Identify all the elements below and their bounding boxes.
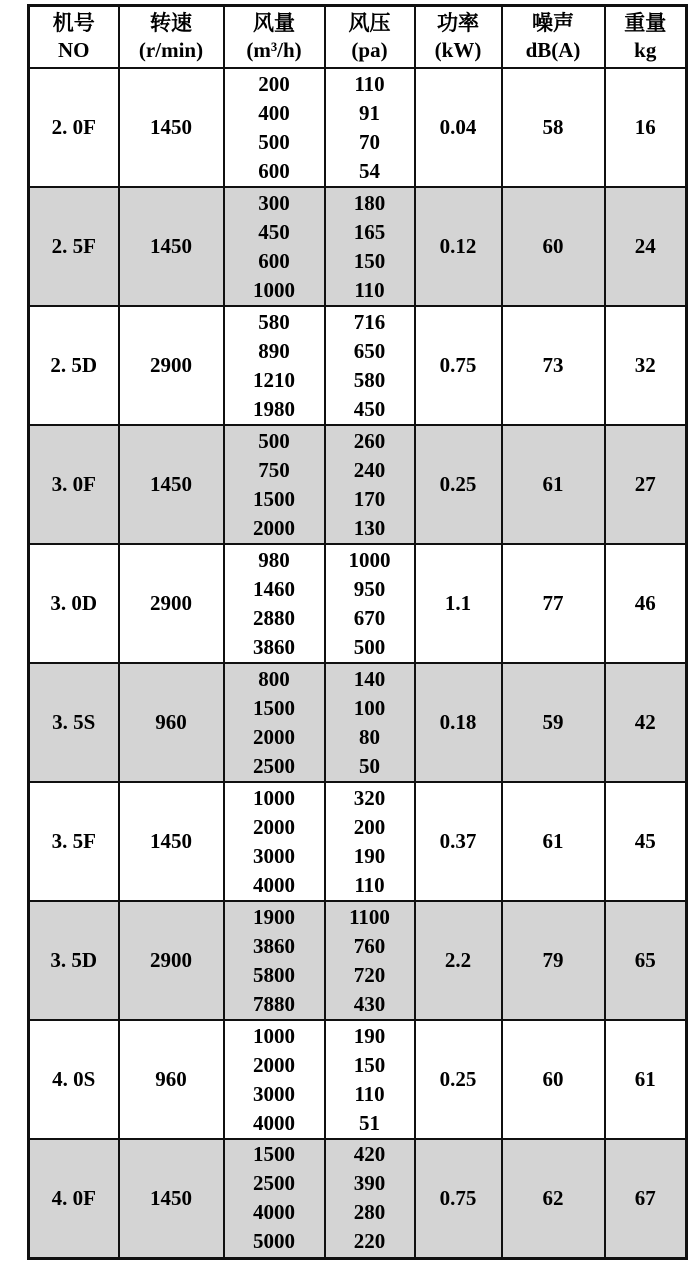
speed-cell: 1450 — [119, 187, 224, 306]
header-line: 噪声 — [532, 10, 574, 35]
airflow-value: 200 — [258, 71, 290, 96]
table-row — [29, 306, 687, 425]
airflow-cell — [224, 68, 325, 187]
pressure-value: 80 — [359, 724, 380, 749]
airflow-value: 500 — [258, 129, 290, 154]
airflow-value: 1500 — [253, 1142, 295, 1167]
power-cell: 0.18 — [415, 663, 502, 782]
airflow-value: 1980 — [253, 396, 295, 421]
noise-cell: 73 — [502, 306, 605, 425]
pressure-value: 220 — [353, 1229, 386, 1254]
airflow-value: 2000 — [253, 814, 295, 839]
table-row — [29, 901, 687, 1020]
power-cell: 1.1 — [415, 544, 502, 663]
airflow-value: 300 — [258, 190, 290, 215]
power-cell: 0.75 — [415, 306, 502, 425]
noise-cell: 60 — [502, 1020, 605, 1139]
weight-cell: 42 — [605, 663, 687, 782]
weight-cell: 67 — [605, 1139, 687, 1258]
noise-cell: 58 — [502, 68, 605, 187]
power-cell: 0.37 — [415, 782, 502, 901]
pressure-value: 580 — [353, 367, 386, 392]
speed-cell: 1450 — [119, 425, 224, 544]
power-cell: 0.25 — [415, 425, 502, 544]
airflow-cell — [224, 306, 325, 425]
header-line: (r/min) — [138, 38, 204, 62]
noise-cell: 79 — [502, 901, 605, 1020]
header-line: dB(A) — [525, 38, 581, 62]
header-line: 机号 — [52, 10, 95, 35]
speed-cell: 1450 — [119, 1139, 224, 1258]
pressure-cell — [325, 187, 415, 306]
header-line: (m³/h) — [246, 38, 302, 62]
airflow-value: 4000 — [253, 872, 295, 897]
pressure-value: 51 — [359, 1110, 380, 1135]
model-no-cell: 3. 5D — [29, 901, 119, 1020]
pressure-value: 500 — [353, 634, 386, 659]
pressure-value: 650 — [353, 338, 386, 363]
pressure-cell — [325, 1139, 415, 1258]
airflow-value: 890 — [258, 338, 290, 363]
pressure-value: 450 — [353, 396, 386, 421]
airflow-value: 400 — [258, 100, 290, 125]
header-line: (pa) — [351, 38, 388, 62]
airflow-cell — [224, 782, 325, 901]
pressure-value: 320 — [353, 785, 386, 810]
model-no-cell: 3. 0D — [29, 544, 119, 663]
airflow-value: 2500 — [253, 1171, 295, 1196]
pressure-value: 430 — [353, 991, 386, 1016]
pressure-value: 716 — [353, 309, 386, 334]
airflow-cell — [224, 901, 325, 1020]
airflow-value: 750 — [258, 457, 290, 482]
airflow-value: 4000 — [253, 1110, 295, 1135]
airflow-value: 3000 — [253, 843, 295, 868]
weight-cell: 16 — [605, 68, 687, 187]
pressure-value: 150 — [353, 248, 386, 273]
pressure-value: 720 — [353, 962, 386, 987]
pressure-cell — [325, 1020, 415, 1139]
noise-cell: 59 — [502, 663, 605, 782]
power-cell: 0.12 — [415, 187, 502, 306]
pressure-value: 760 — [353, 933, 386, 958]
weight-cell: 45 — [605, 782, 687, 901]
model-no-cell: 4. 0S — [29, 1020, 119, 1139]
pressure-value: 420 — [353, 1142, 386, 1167]
airflow-cell — [224, 1139, 325, 1258]
pressure-value: 950 — [353, 576, 386, 601]
airflow-cell — [224, 1020, 325, 1139]
pressure-value: 1100 — [349, 904, 390, 929]
pressure-value: 180 — [353, 190, 386, 215]
pressure-value: 70 — [359, 129, 380, 154]
noise-cell: 61 — [502, 782, 605, 901]
pressure-value: 140 — [353, 666, 386, 691]
pressure-value: 110 — [354, 71, 385, 96]
header-row — [29, 6, 687, 69]
model-no-cell: 3. 0F — [29, 425, 119, 544]
pressure-value: 165 — [353, 219, 386, 244]
airflow-value: 450 — [258, 219, 290, 244]
pressure-cell — [325, 68, 415, 187]
power-cell: 0.75 — [415, 1139, 502, 1258]
model-no-cell: 2. 0F — [29, 68, 119, 187]
table-row — [29, 68, 687, 187]
model-no-cell: 3. 5F — [29, 782, 119, 901]
airflow-value: 1900 — [253, 904, 295, 929]
pressure-value: 390 — [353, 1171, 386, 1196]
airflow-value: 600 — [258, 158, 290, 183]
airflow-value: 580 — [258, 309, 290, 334]
weight-cell: 46 — [605, 544, 687, 663]
header-airflow — [224, 6, 325, 69]
model-no-cell: 2. 5D — [29, 306, 119, 425]
pressure-value: 190 — [353, 1023, 386, 1048]
header-power — [415, 6, 502, 69]
weight-cell: 24 — [605, 187, 687, 306]
fan-spec-table — [27, 4, 688, 1260]
airflow-cell — [224, 425, 325, 544]
pressure-value: 130 — [353, 515, 386, 540]
table-row — [29, 544, 687, 663]
airflow-value: 1000 — [253, 1023, 295, 1048]
pressure-cell — [325, 663, 415, 782]
pressure-value: 260 — [353, 428, 386, 453]
airflow-value: 1000 — [253, 785, 295, 810]
airflow-value: 5800 — [253, 962, 295, 987]
pressure-value: 150 — [353, 1052, 386, 1077]
noise-cell: 60 — [502, 187, 605, 306]
pressure-cell — [325, 901, 415, 1020]
airflow-value: 1500 — [253, 695, 295, 720]
speed-cell: 960 — [119, 1020, 224, 1139]
pressure-value: 190 — [353, 843, 386, 868]
model-no-cell: 3. 5S — [29, 663, 119, 782]
header-line: 功率 — [437, 10, 479, 35]
speed-cell: 1450 — [119, 68, 224, 187]
airflow-value: 2500 — [253, 753, 295, 778]
airflow-value: 800 — [258, 666, 290, 691]
table-row — [29, 663, 687, 782]
airflow-cell — [224, 187, 325, 306]
header-weight — [605, 6, 687, 69]
airflow-value: 500 — [258, 428, 290, 453]
airflow-value: 3000 — [253, 1081, 295, 1106]
airflow-value: 980 — [258, 547, 290, 572]
pressure-value: 200 — [353, 814, 386, 839]
pressure-value: 54 — [359, 158, 380, 183]
pressure-cell — [325, 425, 415, 544]
pressure-value: 170 — [353, 486, 386, 511]
header-speed — [119, 6, 224, 69]
header-pressure — [325, 6, 415, 69]
weight-cell: 27 — [605, 425, 687, 544]
speed-cell: 960 — [119, 663, 224, 782]
speed-cell: 2900 — [119, 544, 224, 663]
airflow-value: 2880 — [253, 605, 295, 630]
model-no-cell: 2. 5F — [29, 187, 119, 306]
pressure-cell — [325, 782, 415, 901]
pressure-value: 110 — [354, 1081, 385, 1106]
pressure-cell — [325, 306, 415, 425]
pressure-cell — [325, 544, 415, 663]
airflow-value: 1460 — [253, 576, 295, 601]
airflow-value: 3860 — [253, 933, 295, 958]
power-cell: 0.04 — [415, 68, 502, 187]
header-line: 风量 — [253, 10, 295, 35]
noise-cell: 62 — [502, 1139, 605, 1258]
pressure-value: 50 — [359, 753, 380, 778]
power-cell: 2.2 — [415, 901, 502, 1020]
airflow-value: 7880 — [253, 991, 295, 1016]
header-line: 风压 — [348, 10, 391, 35]
airflow-value: 3860 — [253, 634, 295, 659]
speed-cell: 2900 — [119, 901, 224, 1020]
header-model-no — [29, 6, 119, 69]
airflow-value: 2000 — [253, 1052, 295, 1077]
table-row — [29, 187, 687, 306]
airflow-value: 2000 — [253, 515, 295, 540]
airflow-value: 1000 — [253, 277, 295, 302]
header-line: NO — [58, 38, 90, 62]
table-row — [29, 1139, 687, 1258]
header-line: kg — [634, 38, 657, 62]
table-row — [29, 425, 687, 544]
pressure-value: 110 — [354, 277, 385, 302]
pressure-value: 670 — [353, 605, 386, 630]
airflow-cell — [224, 663, 325, 782]
table-row — [29, 782, 687, 901]
airflow-value: 4000 — [253, 1200, 295, 1225]
noise-cell: 61 — [502, 425, 605, 544]
header-line: 重量 — [624, 10, 667, 35]
power-cell: 0.25 — [415, 1020, 502, 1139]
noise-cell: 77 — [502, 544, 605, 663]
airflow-value: 5000 — [253, 1229, 295, 1254]
pressure-value: 280 — [353, 1200, 386, 1225]
table-row — [29, 1020, 687, 1139]
pressure-value: 100 — [353, 695, 386, 720]
speed-cell: 1450 — [119, 782, 224, 901]
speed-cell: 2900 — [119, 306, 224, 425]
pressure-value: 110 — [354, 872, 385, 897]
header-noise — [502, 6, 605, 69]
airflow-value: 1210 — [253, 367, 295, 392]
pressure-value: 1000 — [348, 547, 391, 572]
airflow-value: 1500 — [253, 486, 295, 511]
weight-cell: 61 — [605, 1020, 687, 1139]
weight-cell: 65 — [605, 901, 687, 1020]
weight-cell: 32 — [605, 306, 687, 425]
airflow-value: 2000 — [253, 724, 295, 749]
pressure-value: 240 — [353, 457, 386, 482]
model-no-cell: 4. 0F — [29, 1139, 119, 1258]
airflow-cell — [224, 544, 325, 663]
header-line: 转速 — [150, 10, 192, 35]
header-line: (kW) — [434, 38, 482, 62]
pressure-value: 91 — [359, 100, 380, 125]
airflow-value: 600 — [258, 248, 290, 273]
